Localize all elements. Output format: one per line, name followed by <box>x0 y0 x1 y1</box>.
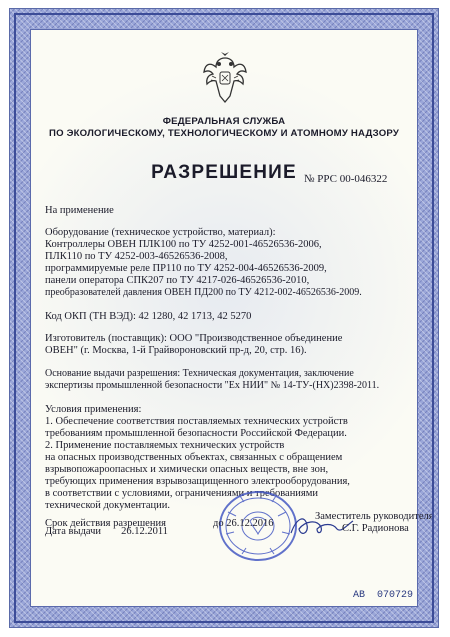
issue-date-row <box>45 526 168 537</box>
equipment-line: ПЛК110 по ТУ 4252-003-46526536-2008, <box>45 251 228 262</box>
document-title: РАЗРЕШЕНИЕ <box>151 162 297 183</box>
validity-date: до 26.12.2016 <box>213 518 274 529</box>
agency-name: ФЕДЕРАЛЬНАЯ СЛУЖБА <box>162 116 286 127</box>
agency-subtitle: ПО ЭКОЛОГИЧЕСКОМУ, ТЕХНОЛОГИЧЕСКОМУ И АТОМНОМУ НАДЗОРУ <box>48 128 400 139</box>
purpose-line: На применение <box>45 205 114 216</box>
equipment-line: Контроллеры ОВЕН ПЛК100 по ТУ 4252-001-46526536-2006, <box>45 239 322 250</box>
conditions-line: требующих применения взрывозащищенного электрооборудования, <box>45 476 350 487</box>
manufacturer-line: ОВЕН" (г. Москва, 1-й Грайвороновский пр-д, 20, стр. 16). <box>45 345 307 356</box>
signer-name: С.Г. Радионова <box>342 523 409 534</box>
form-series: АВ <box>353 590 366 601</box>
manufacturer-line: Изготовитель (поставщик): ООО "Производственное объединение <box>45 333 343 344</box>
issue-label: Дата выдачи <box>45 526 102 537</box>
form-serial <box>353 590 413 601</box>
conditions-line: 2. Применение поставляемых технических устройств <box>45 440 285 451</box>
basis-line: Основание выдачи разрешения: Техническая документация, заключение <box>45 368 354 379</box>
equipment-line: преобразователей давления ОВЕН ПД200 по ТУ 4212-002-46526536-2009. <box>45 287 362 298</box>
certificate-page <box>30 29 434 607</box>
conditions-line: взрывопожароопасных и химически опасных веществ, вне зон, <box>45 464 329 475</box>
equipment-line: программируемые реле ПР110 по ТУ 4252-004-46526536-2009, <box>45 263 327 274</box>
form-number: 070729 <box>377 590 414 601</box>
conditions-line: требованиям промышленной безопасности Российской Федерации. <box>45 428 347 439</box>
equipment-line: панели оператора СПК207 по ТУ 4217-026-46526536-2010, <box>45 275 310 286</box>
permit-number: № РРС 00-046322 <box>304 173 388 185</box>
validity-label: Срок действия разрешения <box>45 518 166 529</box>
deputy-title: Заместитель руководителя <box>315 511 434 522</box>
conditions-line: технической документации. <box>45 500 170 511</box>
equipment-line: Оборудование (техническое устройство, материал): <box>45 227 276 238</box>
basis-line: экспертизы промышленной безопасности "Ех НИИ" № 14-ТУ-(НХ)2398-2011. <box>45 380 380 391</box>
certificate-border <box>9 8 439 628</box>
conditions-heading: Условия применения: <box>45 404 142 415</box>
conditions-line: 1. Обеспечение соответствия поставляемых технических устройств <box>45 416 348 427</box>
coat-of-arms-icon <box>202 50 248 106</box>
okp-code: Код ОКП (ТН ВЭД): 42 1280, 42 1713, 42 5270 <box>45 311 252 322</box>
conditions-line: в соответствии с условиями, ограничениями и требованиями <box>45 488 319 499</box>
issue-date: 26.12.2011 <box>121 526 168 537</box>
conditions-line: на опасных производственных объектах, связанных с обращением <box>45 452 343 463</box>
